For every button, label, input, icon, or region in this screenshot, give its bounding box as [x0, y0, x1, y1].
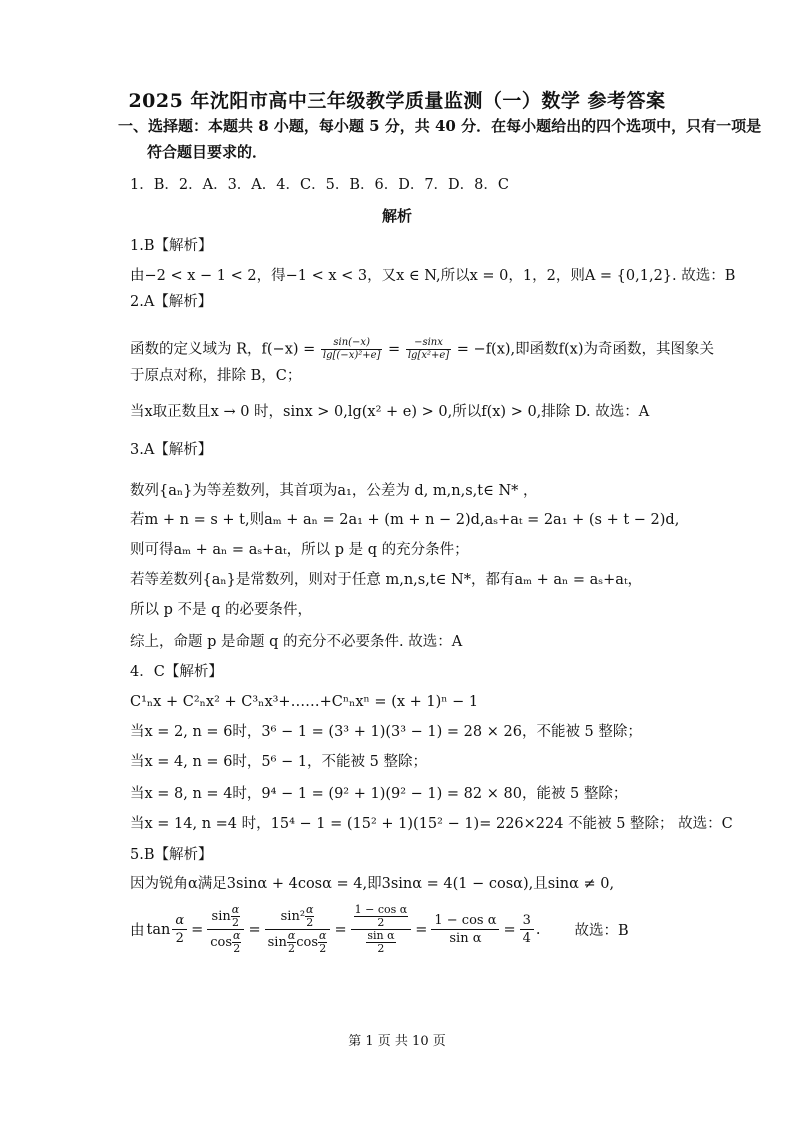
q3-line5: 所以 p 不是 q 的必要条件， [130, 602, 312, 618]
q2-fraction-1-num: sin(−x) [321, 337, 383, 350]
section-heading-line1: 一、选择题：本题共 8 小题，每小题 5 分，共 40 分．在每小题给出的四个选项中，只有一项是 [118, 117, 762, 135]
q3-line6: 综上，命题 p 是命题 q 的充分不必要条件. 故选：A [130, 634, 463, 650]
page-title: 2025 年沈阳市高中三年级教学质量监测（一）数学 参考答案 [128, 90, 666, 112]
q5-answer: 故选：B [574, 923, 629, 939]
page-footer: 第 1 页 共 10 页 [348, 1034, 446, 1049]
q5-derivation: 由 tan $\frac{\alpha}{2}$ = sin $\frac{\alpha}{2}$ cos $\frac{\alpha}{2}$ = sin² $\frac{\alpha}{2}$ sin $\frac{\alpha}{2}$ cos $\frac{\alpha}{2}$ = $\frac{\frac{\text{1 − cos α}}{2}}{\frac{\text{sin α}}{2}}$ = $\frac{\text{1 − cos α}}{\text{sin α}}$ = $\frac{3}{4}$ . 故选：B [130, 903, 629, 955]
q4-line4: 当x = 8, n = 4时，9⁴ − 1 = (9² + 1)(9² − 1) = 82 × 80，能被 5 整除； [130, 786, 628, 802]
q5-label: 5.B【解析】 [130, 847, 213, 863]
q5-lead: 由 [130, 923, 145, 939]
q4-line5: 当x = 14, n =4 时，15⁴ − 1 = (15² + 1)(15² − 1)= 226×224 不能被 5 整除； 故选：C [130, 816, 733, 832]
q5-two: 2 [175, 931, 184, 946]
q2-label: 2.A【解析】 [130, 294, 213, 310]
q2-fraction-2 [406, 337, 451, 362]
q5-half-alpha [172, 912, 187, 947]
q5-frac-2: sin² $\frac{\alpha}{2}$ sin $\frac{\alpha}{2}$ cos $\frac{\alpha}{2}$ [265, 904, 331, 955]
q2-line2: 于原点对称，排除 B，C； [130, 368, 302, 384]
q4-label: 4．C【解析】 [130, 664, 223, 680]
q2-fraction-1 [321, 337, 383, 362]
q5-cos: cos [210, 935, 233, 950]
q4-line1: C¹ₙx + C²ₙx² + C³ₙx³+……+Cⁿₙxⁿ = (x + 1)ⁿ − 1 [130, 694, 479, 710]
q2-fraction-2-den: lg[x²+e] [407, 350, 450, 361]
q2-line3: 当x取正数且x → 0 时，sinx > 0,lg(x² + e) > 0,所以f(x) > 0,排除 D. 故选：A [130, 404, 650, 420]
q3-line1: 数列{aₙ}为等差数列，其首项为a₁，公差为 d, m,n,s,t∈ N* ， [130, 483, 538, 499]
q5-sin-squared: sin² [280, 909, 306, 924]
q3-label: 3.A【解析】 [130, 442, 213, 458]
q5-frac-3: $\frac{\frac{\text{1 − cos α}}{2}}{\frac{\text{sin α}}{2}}$ [351, 904, 412, 955]
q1-label: 1.B【解析】 [130, 238, 213, 254]
q5-frac-result: $\frac{3}{4}$ [520, 912, 534, 947]
q2-text-c: = −f(x),即函数f(x)为奇函数，其图象关 [452, 341, 715, 358]
q1-text: 由−2 < x − 1 < 2，得−1 < x < 3，又x ∈ N,所以x = 0，1，2，则A = {0,1,2}. 故选：B [130, 268, 736, 284]
q4-line3: 当x = 4, n = 6时，5⁶ − 1，不能被 5 整除； [130, 754, 427, 770]
q5-sin: sin [211, 909, 231, 924]
q2-text-a: 函数的定义域为 R，f(−x) = [130, 341, 320, 358]
q5-frac-1: sin $\frac{\alpha}{2}$ cos $\frac{\alpha}{2}$ [207, 904, 244, 955]
analysis-title: 解析 [381, 207, 412, 225]
section-heading-line2: 符合题目要求的． [147, 143, 268, 161]
q5-frac-4: $\frac{\text{1 − cos α}}{\text{sin α}}$ [431, 912, 499, 947]
q3-line4: 若等差数列{aₙ}是常数列，则对于任意 m,n,s,t∈ N*，都有aₘ + aₙ = aₛ+aₜ， [130, 572, 643, 588]
q5-line1: 因为锐角α满足3sinα + 4cosα = 4,即3sinα = 4(1 − cosα),且sinα ≠ 0, [130, 876, 615, 892]
answer-key: 1．B．2．A．3．A．4．C．5．B．6．D．7．D．8．C [130, 177, 509, 193]
q3-line2: 若m + n = s + t,则aₘ + aₙ = 2a₁ + (m + n − 2)d,aₛ+aₜ = 2a₁ + (s + t − 2)d, [130, 512, 680, 528]
q2-line1 [130, 337, 714, 362]
q4-line2: 当x = 2, n = 6时，3⁶ − 1 = (3³ + 1)(3³ − 1) = 28 × 26，不能被 5 整除； [130, 724, 642, 740]
q5-tan: tan [146, 921, 171, 938]
q2-fraction-1-den: lg[(−x)²+e] [322, 350, 381, 361]
q5-alpha: α [172, 912, 187, 930]
q2-text-b: = [383, 341, 405, 358]
q2-fraction-2-num: −sinx [406, 337, 451, 350]
q3-line3: 则可得aₘ + aₙ = aₛ+aₜ，所以 p 是 q 的充分条件； [130, 542, 469, 558]
q5-period: . [535, 921, 541, 938]
